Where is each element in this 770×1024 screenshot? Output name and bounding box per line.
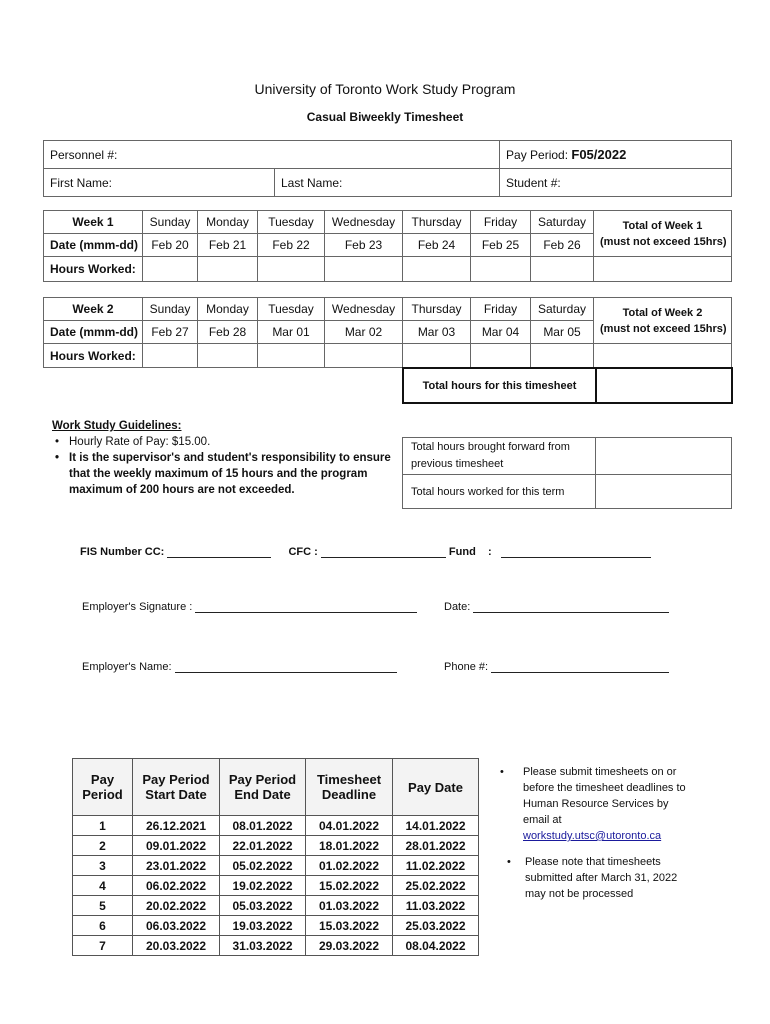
term-hours-input[interactable] xyxy=(596,475,732,509)
guideline-text: Hourly Rate of Pay: $15.00. xyxy=(69,436,211,448)
note-item: • Please note that timesheets submitted after March 31, 2022 may not be processed xyxy=(507,856,678,900)
table-cell: 20.03.2022 xyxy=(133,936,220,956)
personnel-field[interactable]: Personnel #: xyxy=(44,141,500,169)
day-header: Monday xyxy=(198,211,258,234)
date-cell: Feb 23 xyxy=(325,234,403,257)
week-1-table xyxy=(43,210,732,282)
table-cell: 5 xyxy=(73,896,133,916)
day-header: Tuesday xyxy=(258,298,325,321)
email-link[interactable]: workstudy.utsc@utoronto.ca xyxy=(523,830,662,842)
table-cell: 22.01.2022 xyxy=(220,836,306,856)
day-header: Wednesday xyxy=(325,211,403,234)
date-cell: Mar 04 xyxy=(471,321,531,344)
table-row xyxy=(73,856,479,876)
table-cell: 15.02.2022 xyxy=(306,876,393,896)
table-cell: 18.01.2022 xyxy=(306,836,393,856)
table-cell: 23.01.2022 xyxy=(133,856,220,876)
timesheet-total-label: Total hours for this timesheet xyxy=(403,368,596,403)
guidelines xyxy=(52,418,392,498)
table-cell: 26.12.2021 xyxy=(133,816,220,836)
forward-hours-input[interactable] xyxy=(596,438,732,475)
employer-name-label: Employer's Name: xyxy=(82,661,172,673)
date-cell: Feb 24 xyxy=(403,234,471,257)
table-cell: 20.02.2022 xyxy=(133,896,220,916)
table-cell: 25.02.2022 xyxy=(393,876,479,896)
date-cell: Feb 20 xyxy=(143,234,198,257)
table-row xyxy=(73,836,479,856)
day-header: Sunday xyxy=(143,211,198,234)
table-row xyxy=(73,936,479,956)
last-name-field[interactable]: Last Name: xyxy=(275,169,500,197)
day-header: Tuesday xyxy=(258,211,325,234)
week-label: Week 2 xyxy=(44,298,143,321)
day-header: Friday xyxy=(471,211,531,234)
student-number-field[interactable]: Student #: xyxy=(500,169,732,197)
table-cell: 15.03.2022 xyxy=(306,916,393,936)
table-cell: 31.03.2022 xyxy=(220,936,306,956)
hours-input[interactable] xyxy=(471,257,531,282)
notes xyxy=(500,764,690,902)
table-cell: 05.03.2022 xyxy=(220,896,306,916)
first-name-field[interactable]: First Name: xyxy=(44,169,275,197)
hours-input[interactable] xyxy=(258,344,325,368)
day-header: Wednesday xyxy=(325,298,403,321)
column-header: Timesheet Deadline xyxy=(306,759,393,816)
column-header: Pay Period xyxy=(73,759,133,816)
table-cell: 06.02.2022 xyxy=(133,876,220,896)
week-total-input[interactable] xyxy=(594,257,732,282)
hours-input[interactable] xyxy=(143,344,198,368)
pay-period-label: Pay Period: xyxy=(506,148,572,162)
note-text: Please submit timesheets on or before the timesheet deadlines to Human Resource Services by email at xyxy=(523,766,686,826)
personal-info-table xyxy=(43,140,732,197)
table-cell: 14.01.2022 xyxy=(393,816,479,836)
employer-signature-label: Employer's Signature : xyxy=(82,601,193,613)
table-cell: 04.01.2022 xyxy=(306,816,393,836)
page-subtitle: Casual Biweekly Timesheet xyxy=(306,110,464,124)
day-header: Thursday xyxy=(403,298,471,321)
table-cell: 28.01.2022 xyxy=(393,836,479,856)
timesheet-total-table xyxy=(402,367,733,404)
table-cell: 7 xyxy=(73,936,133,956)
day-header: Saturday xyxy=(531,298,594,321)
day-header: Thursday xyxy=(403,211,471,234)
table-cell: 08.04.2022 xyxy=(393,936,479,956)
employer-name-row xyxy=(82,661,397,673)
date-cell: Feb 22 xyxy=(258,234,325,257)
fis-row xyxy=(80,546,651,558)
date-label: Date: xyxy=(444,601,471,613)
date-cell: Mar 02 xyxy=(325,321,403,344)
employer-name-input[interactable] xyxy=(175,661,397,673)
phone-input[interactable] xyxy=(491,661,669,673)
week-total-header xyxy=(594,298,732,344)
hours-input[interactable] xyxy=(403,257,471,282)
hours-input[interactable] xyxy=(198,344,258,368)
week-total-header xyxy=(594,211,732,257)
table-cell: 2 xyxy=(73,836,133,856)
pay-schedule-table xyxy=(72,758,479,956)
date-cell: Feb 26 xyxy=(531,234,594,257)
table-row xyxy=(73,816,479,836)
table-cell: 06.03.2022 xyxy=(133,916,220,936)
total-label: Total of Week 1 xyxy=(622,219,703,232)
phone-row xyxy=(444,661,669,673)
column-header: Pay Period End Date xyxy=(220,759,306,816)
timesheet-total-input[interactable] xyxy=(596,368,732,403)
table-cell: 6 xyxy=(73,916,133,936)
hours-label: Hours Worked: xyxy=(44,344,143,368)
phone-label: Phone #: xyxy=(444,661,489,673)
total-note: (must not exceed 15hrs) xyxy=(600,235,727,248)
table-cell: 1 xyxy=(73,816,133,836)
fis-cc-label: FIS Number CC: xyxy=(80,546,165,558)
day-header: Saturday xyxy=(531,211,594,234)
fis-cc-input[interactable] xyxy=(167,546,271,558)
date-cell: Feb 28 xyxy=(198,321,258,344)
table-cell: 11.02.2022 xyxy=(393,856,479,876)
table-cell: 08.01.2022 xyxy=(220,816,306,836)
total-label: Total of Week 2 xyxy=(622,306,703,319)
day-header: Monday xyxy=(198,298,258,321)
pay-period-field xyxy=(500,141,732,169)
table-cell: 09.01.2022 xyxy=(133,836,220,856)
cfc-input[interactable] xyxy=(321,546,446,558)
date-input[interactable] xyxy=(473,601,669,613)
day-header: Friday xyxy=(471,298,531,321)
table-cell: 25.03.2022 xyxy=(393,916,479,936)
table-row xyxy=(73,896,479,916)
table-row xyxy=(73,876,479,896)
guideline-text: It is the supervisor's and student's responsibility to ensure that the weekly maximum of 15 hours and the program maximum of 200 hours are not exceeded. xyxy=(69,452,391,496)
note-text: Please note that timesheets submitted after March 31, 2022 may not be processed xyxy=(525,856,678,900)
hours-label: Hours Worked: xyxy=(44,257,143,282)
hours-input[interactable] xyxy=(471,344,531,368)
table-cell: 19.03.2022 xyxy=(220,916,306,936)
forward-hours-label: Total hours brought forward from previous timesheet xyxy=(403,438,596,475)
table-cell: 19.02.2022 xyxy=(220,876,306,896)
guidelines-heading: Work Study Guidelines: xyxy=(52,420,182,432)
pay-period-value: F05/2022 xyxy=(571,147,627,162)
total-note: (must not exceed 15hrs) xyxy=(600,322,727,335)
fund-label: Fund : xyxy=(448,546,492,558)
table-cell: 4 xyxy=(73,876,133,896)
term-totals-table xyxy=(402,437,732,509)
table-cell: 01.03.2022 xyxy=(306,896,393,916)
column-header: Pay Date xyxy=(393,759,479,816)
hours-input[interactable] xyxy=(143,257,198,282)
note-item: • Please submit timesheets on or before the timesheet deadlines to Human Resource Services by email at workstudy.utsc@utoronto.ca xyxy=(500,766,686,842)
hours-input[interactable] xyxy=(325,257,403,282)
day-header: Sunday xyxy=(143,298,198,321)
hours-input[interactable] xyxy=(258,257,325,282)
date-cell: Feb 25 xyxy=(471,234,531,257)
column-header: Pay Period Start Date xyxy=(133,759,220,816)
table-cell: 3 xyxy=(73,856,133,876)
guideline-item: • Hourly Rate of Pay: $15.00. xyxy=(55,436,211,448)
table-cell: 01.02.2022 xyxy=(306,856,393,876)
table-cell: 05.02.2022 xyxy=(220,856,306,876)
date-cell: Feb 21 xyxy=(198,234,258,257)
signature-row xyxy=(82,601,417,613)
table-cell: 29.03.2022 xyxy=(306,936,393,956)
hours-input[interactable] xyxy=(403,344,471,368)
date-label: Date (mmm-dd) xyxy=(44,321,143,344)
hours-input[interactable] xyxy=(198,257,258,282)
hours-input[interactable] xyxy=(531,344,594,368)
date-label: Date (mmm-dd) xyxy=(44,234,143,257)
hours-input[interactable] xyxy=(325,344,403,368)
date-cell: Mar 03 xyxy=(403,321,471,344)
guideline-item: • It is the supervisor's and student's responsibility to ensure that the weekly maximum of 15 hours and the program maximum of 200 hours are not exceeded. xyxy=(55,452,391,496)
date-row xyxy=(444,601,669,613)
term-hours-label: Total hours worked for this term xyxy=(403,475,596,509)
cfc-label: CFC : xyxy=(288,546,318,558)
page-title: University of Toronto Work Study Program xyxy=(254,81,516,97)
table-row xyxy=(73,916,479,936)
fund-input[interactable] xyxy=(501,546,651,558)
table-cell: 11.03.2022 xyxy=(393,896,479,916)
date-cell: Feb 27 xyxy=(143,321,198,344)
week-label: Week 1 xyxy=(44,211,143,234)
date-cell: Mar 05 xyxy=(531,321,594,344)
hours-input[interactable] xyxy=(531,257,594,282)
week-total-input[interactable] xyxy=(594,344,732,368)
week-2-table xyxy=(43,297,732,368)
employer-signature-input[interactable] xyxy=(195,601,417,613)
date-cell: Mar 01 xyxy=(258,321,325,344)
